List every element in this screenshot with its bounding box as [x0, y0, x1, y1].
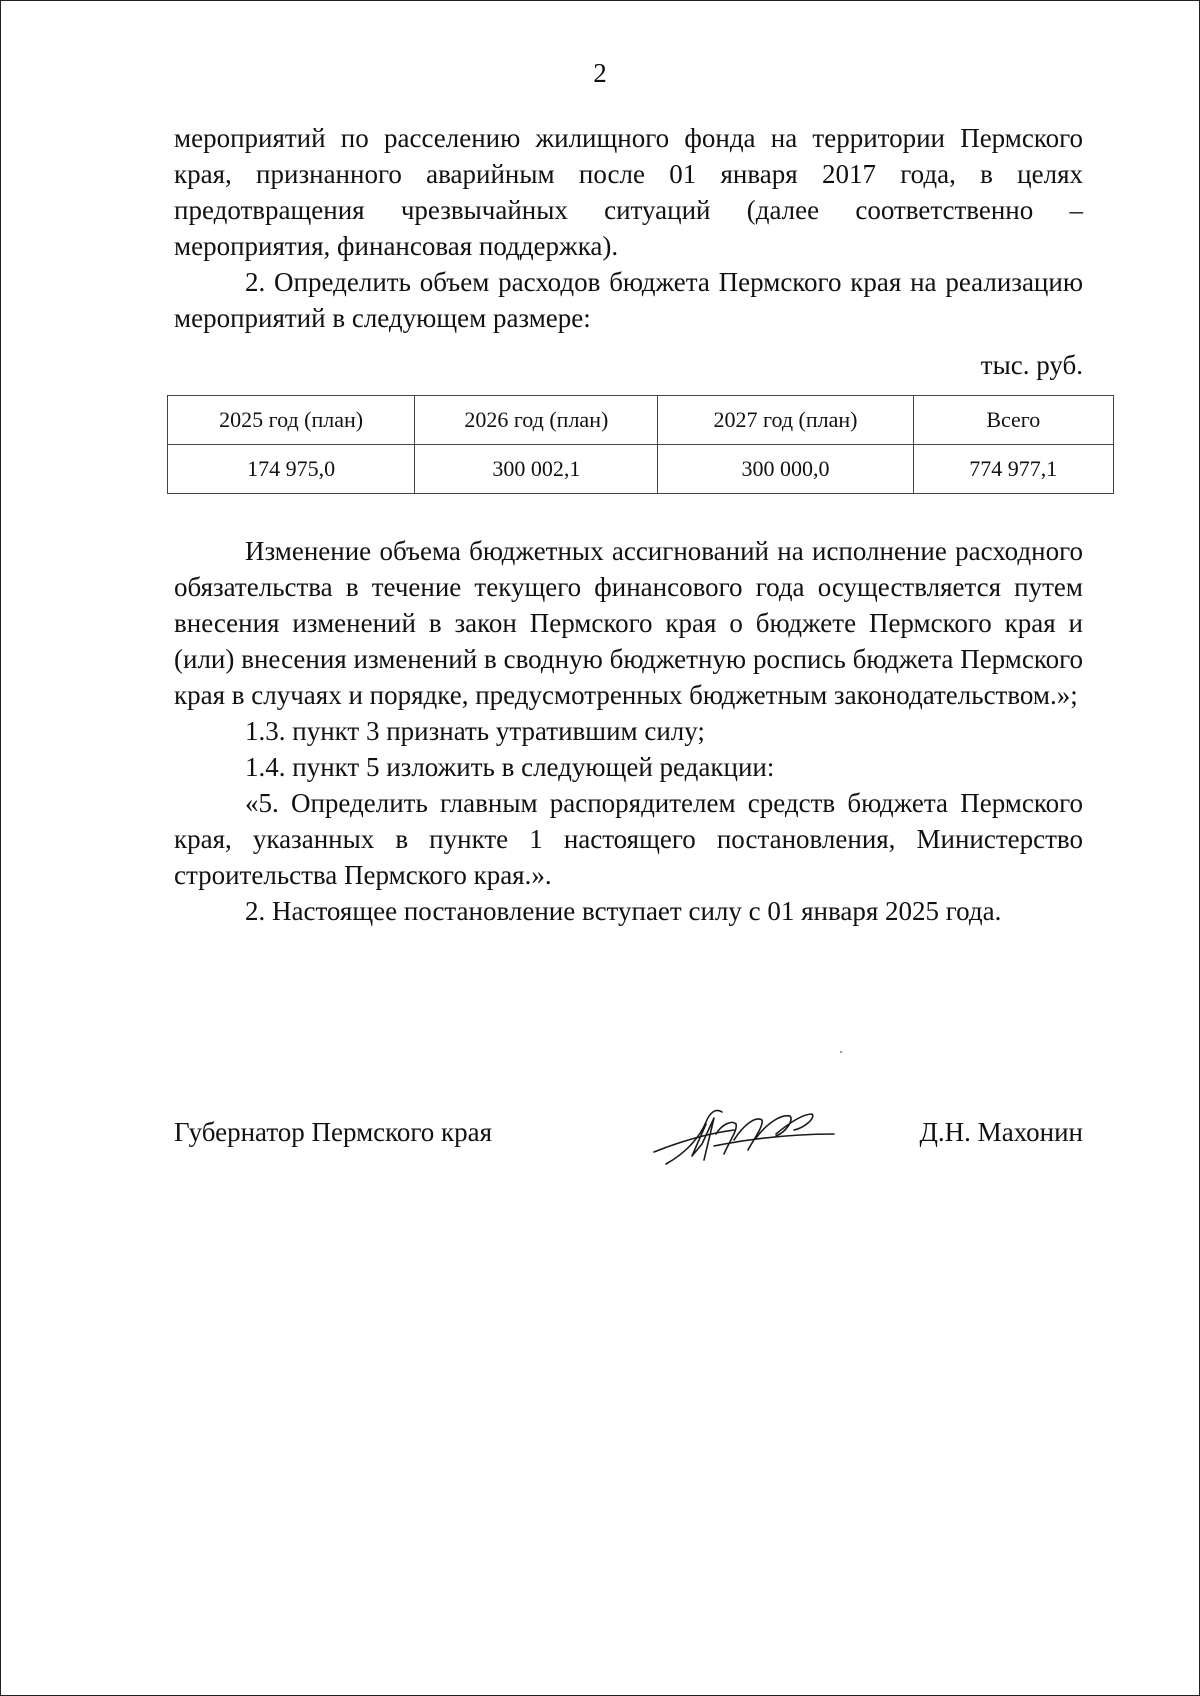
paragraph-3: Изменение объема бюджетных ассигнований на исполнение расходного обязательства в течение текущего финансового года осуществляется путем внесения изменений в закон Пермского края о бюджете Пермского края и (или) внесения изменений в сводную бюджетную роспись бюджета Пермского края в случаях и порядке, предусмотренных бюджетным законодательством.»; [174, 536, 1083, 710]
table-cell: 300 000,0 [658, 445, 913, 494]
table-header-cell: 2026 год (план) [415, 396, 658, 445]
paragraph-4: 1.3. пункт 3 признать утратившим силу; [245, 716, 705, 746]
page-number: 2 [593, 58, 607, 88]
table-header-cell: 2027 год (план) [658, 396, 913, 445]
paragraph-7: 2. Настоящее постановление вступает силу с 01 января 2025 года. [245, 896, 1002, 926]
table-header-cell: Всего [913, 396, 1113, 445]
signatory-name: Д.Н. Махонин [919, 1117, 1083, 1147]
budget-table [167, 395, 1114, 494]
signatory-position: Губернатор Пермского края [174, 1117, 493, 1147]
paragraph-1: мероприятий по расселению жилищного фонда на территории Пермского края, признанного аварийным после 01 января 2017 года, в целях предотвращения чрезвычайных ситуаций (далее соответственно – мероприятия, финансовая поддержка). [174, 123, 1083, 261]
table-cell: 174 975,0 [168, 445, 415, 494]
paragraph-6: «5. Определить главным распорядителем средств бюджета Пермского края, указанных в пункте 1 настоящего постановления, Министерство строительства Пермского края.». [174, 788, 1083, 890]
handwritten-signature [644, 1094, 844, 1174]
table-row [168, 445, 1114, 494]
paragraph-5: 1.4. пункт 5 изложить в следующей редакции: [245, 752, 775, 782]
table-header-row [168, 396, 1114, 445]
text-block-top [174, 120, 1083, 336]
text-block-bottom [174, 533, 1083, 929]
table-cell: 774 977,1 [913, 445, 1113, 494]
table-unit-label: тыс. руб. [980, 350, 1083, 380]
paragraph-2: 2. Определить объем расходов бюджета Пермского края на реализацию мероприятий в следующем размере: [174, 267, 1083, 333]
scan-speck [840, 1051, 842, 1053]
table-header-cell: 2025 год (план) [168, 396, 415, 445]
table-cell: 300 002,1 [415, 445, 658, 494]
